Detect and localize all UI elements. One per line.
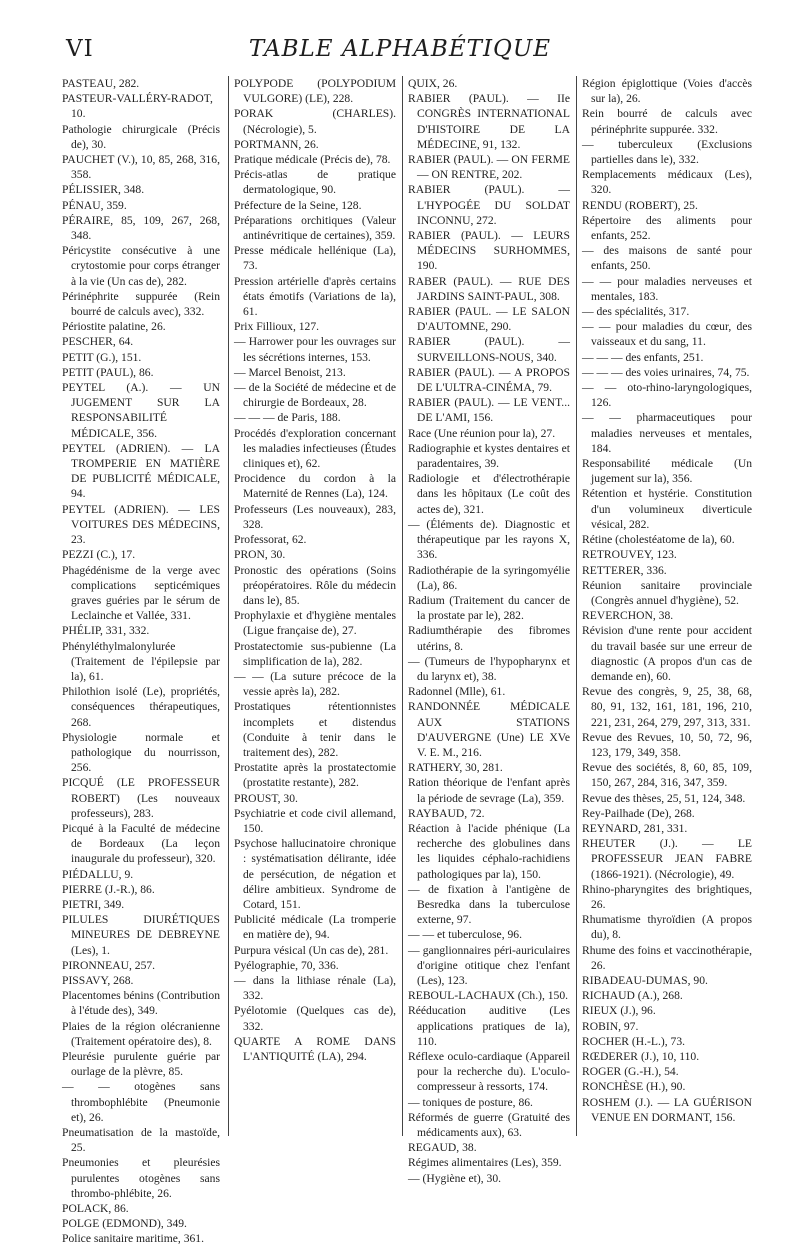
- index-entry: Prophylaxie et d'hygiène mentales (Ligue française de), 27.: [234, 609, 396, 638]
- index-entry: Périnéphrite suppurée (Rein bourré de calculs avec), 332.: [62, 289, 220, 319]
- index-column-2: [234, 76, 396, 1136]
- index-entry: Revue des thèses, 25, 51, 124, 348.: [582, 791, 746, 805]
- index-entry: Régimes alimentaires (Les), 359.: [408, 1156, 562, 1170]
- index-entry: Pneumonies et pleurésies purulentes otogènes sans thrombo-phlébite, 26.: [62, 1156, 220, 1200]
- index-entry: RABIER (PAUL). — LE VENT... DE L'AMI, 156.: [408, 396, 570, 425]
- index-entry: RŒDERER (J.), 10, 110.: [582, 1050, 700, 1063]
- index-entry: Pneumatisation de la mastoïde, 25.: [62, 1126, 220, 1155]
- index-entry: Pathologie chirurgicale (Précis de), 30.: [62, 122, 220, 151]
- index-entry: RABIER (PAUL). — A PROPOS DE L'ULTRA-CINÉMA, 79.: [408, 365, 570, 395]
- index-entry: Purpura vésical (Un cas de), 281.: [234, 943, 389, 957]
- index-entry: PILULES DIURÉTIQUES MINEURES DE DEBREYNE (Les), 1.: [62, 913, 220, 957]
- index-entry: RENDU (ROBERT), 25.: [582, 198, 698, 212]
- index-entry: PIÉDALLU, 9.: [62, 867, 134, 881]
- index-entry: Professeurs (Les nouveaux), 283, 328.: [234, 502, 396, 531]
- index-entry: Revue des congrès, 9, 25, 38, 68, 80, 91, 132, 161, 181, 196, 210, 221, 231, 264, 279, 297, 313, 331.: [582, 685, 752, 729]
- index-entry: PETIT (G.), 151.: [62, 350, 142, 364]
- index-entry: RIBADEAU-DUMAS, 90.: [582, 973, 708, 987]
- index-entry: REBOUL-LACHAUX (Ch.), 150.: [408, 989, 569, 1003]
- index-entry: PÉNAU, 359.: [62, 198, 127, 212]
- index-entry: PEYTEL (ADRIEN). — LES VOITURES DES MÉDECINS, 23.: [62, 502, 220, 547]
- index-entry: Race (Une réunion pour la), 27.: [408, 426, 556, 440]
- index-entry: RONCHÈSE (H.), 90.: [582, 1080, 686, 1094]
- index-entry: — de fixation à l'antigène de Besredka dans la tuberculose externe, 97.: [408, 882, 570, 927]
- index-entry: PORAK (CHARLES). (Nécrologie), 5.: [234, 107, 396, 136]
- index-entry: Physiologie normale et pathologique du nourrisson, 256.: [62, 730, 220, 775]
- index-entry: PROUST, 30.: [234, 791, 298, 805]
- index-entry: Radium (Traitement du cancer de la prostate par le), 282.: [408, 593, 570, 623]
- index-entry: Revue des sociétés, 8, 60, 85, 109, 150, 267, 284, 316, 347, 359.: [582, 761, 752, 790]
- index-entry: Réflexe oculo-cardiaque (Appareil pour la recherche du). L'oculo-compresseur à ressorts, 174.: [408, 1050, 570, 1094]
- index-entry: — — pharmaceutiques pour maladies nerveuses et mentales, 184.: [582, 411, 752, 455]
- index-entry: — — otogènes sans thrombophlébite (Pneumonie et), 26.: [62, 1080, 220, 1124]
- index-entry: Rhino-pharyngites des brightiques, 26.: [582, 882, 752, 911]
- index-entry: Placentomes bénins (Contribution à l'étude des), 349.: [62, 989, 220, 1018]
- index-entry: Responsabilité médicale (Un jugement sur la), 356.: [582, 457, 752, 486]
- index-entry: Revue des Revues, 10, 50, 72, 96, 123, 179, 349, 358.: [582, 730, 752, 759]
- index-columns: [62, 76, 752, 1246]
- index-entry: Picqué à la Faculté de médecine de Bordeaux (La leçon inaugurale du professeur), 320.: [62, 821, 220, 866]
- index-entry: Procédés d'exploration concernant les maladies infectieuses (Études cliniques et), 62.: [234, 426, 396, 471]
- index-entry: — (Hygiène et), 30.: [408, 1171, 502, 1185]
- index-entry: Radiographie et kystes dentaires et paradentaires, 39.: [408, 441, 570, 471]
- index-entry: Pyélographie, 70, 336.: [234, 958, 339, 972]
- index-entry: PEYTEL (A.). — UN JUGEMENT SUR LA RESPONSABILITÉ MÉDICALE, 356.: [62, 381, 220, 440]
- index-entry: — (Tumeurs de l'hypopharynx et du larynx et), 38.: [408, 654, 570, 683]
- index-entry: POLGE (EDMOND), 349.: [62, 1217, 187, 1231]
- index-entry: — tuberculeux (Exclusions partielles dans le), 332.: [582, 137, 752, 167]
- index-entry: Réunion sanitaire provinciale (Congrès annuel d'hygiène), 52.: [582, 578, 752, 607]
- index-entry: — — pour maladies nerveuses et mentales, 183.: [582, 274, 752, 303]
- index-entry: PEZZI (C.), 17.: [62, 548, 136, 562]
- index-entry: Prostatite après la prostatectomie (prostatite restante), 282.: [234, 761, 396, 790]
- column-divider: [402, 76, 403, 1136]
- index-entry: REVERCHON, 38.: [582, 609, 674, 623]
- index-column-1: [62, 76, 220, 1246]
- index-entry: Précis-atlas de pratique dermatologique, 90.: [234, 168, 396, 197]
- index-entry: RICHAUD (A.), 268.: [582, 989, 683, 1003]
- index-entry: PORTMANN, 26.: [234, 137, 319, 151]
- index-entry: Pression artérielle d'après certains états émotifs (Variations de la), 61.: [234, 274, 396, 319]
- index-entry: Radiologie et d'électrothérapie dans les hôpitaux (Le coût des actes de), 321.: [408, 472, 570, 516]
- index-entry: Prix Fillioux, 127.: [234, 320, 320, 334]
- index-entry: POLYPODE (POLYPODIUM VULGORE) (LE), 228.: [234, 77, 396, 106]
- index-entry: RABIER (PAUL). — ON FERME — ON RENTRE, 202.: [408, 153, 570, 182]
- index-entry: Périostite palatine, 26.: [62, 320, 166, 334]
- index-entry: — dans la lithiase rénale (La), 332.: [234, 973, 396, 1003]
- index-column-3: [408, 76, 570, 1185]
- index-entry: Préparations orchitiques (Valeur antinévritique de certaines), 359.: [234, 213, 396, 243]
- index-entry: — de la Société de médecine et de chirurgie de Bordeaux, 28.: [234, 381, 396, 410]
- index-entry: RATHERY, 30, 281.: [408, 761, 503, 775]
- index-entry: RABIER (PAUL). — IIe CONGRÈS INTERNATIONAL D'HISTOIRE DE LA MÉDECINE, 91, 132.: [408, 92, 570, 151]
- index-entry: Rey-Pailhade (De), 268.: [582, 806, 695, 820]
- index-entry: RIEUX (J.), 96.: [582, 1004, 656, 1018]
- index-entry: Pronostic des opérations (Soins préopératoires. Rôle du médecin dans le), 85.: [234, 563, 396, 607]
- index-entry: Psychiatrie et code civil allemand, 150.: [234, 806, 396, 835]
- index-entry: RABIER (PAUL). — L'HYPOGÉE DU SOLDAT INCONNU, 272.: [408, 183, 570, 227]
- index-entry: PESCHER, 64.: [62, 335, 134, 349]
- index-entry: — ganglionnaires péri-auriculaires d'origine otitique chez l'enfant (Les), 123.: [408, 943, 570, 987]
- index-entry: RETTERER, 336.: [582, 563, 667, 577]
- index-entry: — — — des voies urinaires, 74, 75.: [582, 365, 750, 379]
- index-entry: Pleurésie purulente guérie par ourlage de la plèvre, 85.: [62, 1050, 220, 1079]
- index-entry: Révision d'une rente pour accident du travail basée sur une erreur de diagnostic (A propos d'un cas de demande en), 60.: [582, 624, 752, 683]
- page-header: [0, 0, 800, 70]
- index-entry: Police sanitaire maritime, 361.: [62, 1232, 204, 1246]
- column-divider: [576, 76, 577, 1136]
- index-entry: PASTEAU, 282.: [62, 77, 140, 90]
- index-entry: Professorat, 62.: [234, 533, 307, 547]
- index-column-4: [582, 76, 752, 1136]
- index-entry: REGAUD, 38.: [408, 1141, 477, 1155]
- index-entry: RHEUTER (J.). — LE PROFESSEUR JEAN FABRE (1866-1921). (Nécrologie), 49.: [582, 837, 752, 881]
- index-entry: RETROUVEY, 123.: [582, 548, 677, 562]
- index-entry: Préfecture de la Seine, 128.: [234, 198, 362, 212]
- index-entry: — — pour maladies du cœur, des vaisseaux et du sang, 11.: [582, 320, 752, 349]
- index-entry: RABIER (PAUL). — SURVEILLONS-NOUS, 340.: [408, 335, 570, 364]
- index-entry: ROSHEM (J.). — LA GUÉRISON VENUE EN DORMANT, 156.: [582, 1095, 752, 1124]
- index-entry: Rétention et hystérie. Constitution d'un volumineux diverticule vésical, 282.: [582, 487, 752, 531]
- index-entry: Radiumthérapie des fibromes utérins, 8.: [408, 624, 570, 653]
- index-entry: — — — de Paris, 188.: [234, 411, 341, 425]
- index-entry: — Harrower pour les ouvrages sur les sécrétions internes, 153.: [234, 335, 396, 364]
- index-entry: Répertoire des aliments pour enfants, 252.: [582, 213, 752, 243]
- index-entry: RAYBAUD, 72.: [408, 806, 485, 820]
- index-entry: Psychose hallucinatoire chronique : systématisation délirante, idée de persécution, de négation et délire ambitieux. Syndrome de Cotard, 151.: [234, 837, 396, 911]
- index-entry: POLACK, 86.: [62, 1202, 129, 1216]
- index-entry: PIRONNEAU, 257.: [62, 958, 156, 972]
- index-entry: ROGER (G.-H.), 54.: [582, 1065, 679, 1079]
- index-entry: Philothion isolé (Le), propriétés, conséquences thérapeutiques, 268.: [62, 685, 220, 729]
- index-entry: Réformés de guerre (Gratuité des médicaments aux), 63.: [408, 1110, 570, 1140]
- index-entry: PÉRAIRE, 85, 109, 267, 268, 348.: [62, 213, 220, 243]
- index-entry: Rétine (cholestéatome de la), 60.: [582, 533, 735, 547]
- index-entry: PIERRE (J.-R.), 86.: [62, 882, 155, 896]
- index-entry: — Marcel Benoist, 213.: [234, 365, 346, 379]
- index-entry: RANDONNÉE MÉDICALE AUX STATIONS D'AUVERGNE (Une) LE XVe V. E. M., 216.: [408, 700, 570, 759]
- index-entry: Publicité médicale (La tromperie en matière de), 94.: [234, 913, 396, 942]
- index-entry: Procidence du cordon à la Maternité de Rennes (La), 124.: [234, 472, 396, 501]
- page-title: TABLE ALPHABÉTIQUE: [248, 36, 552, 62]
- index-entry: PICQUÉ (LE PROFESSEUR ROBERT) (Les nouveaux professeurs), 283.: [62, 776, 220, 820]
- index-entry: Prostatiques rétentionnistes incomplets et distendus (Conduite à tenir dans le traitement des), 282.: [234, 700, 396, 759]
- index-entry: Pratique médicale (Précis de), 78.: [234, 153, 391, 167]
- index-entry: QUIX, 26.: [408, 77, 458, 90]
- index-entry: Rein bourré de calculs avec périnéphrite suppurée. 332.: [582, 107, 752, 136]
- index-entry: Phagédénisme de la verge avec complications septicémiques graves guéries par le sérum de Leclainche et Vallée, 331.: [62, 563, 220, 623]
- index-entry: RABIER (PAUL. — LE SALON D'AUTOMNE, 290.: [408, 305, 570, 334]
- index-entry: RABER (PAUL). — RUE DES JARDINS SAINT-PAUL, 308.: [408, 274, 570, 303]
- index-entry: Radiothérapie de la syringomyélie (La), 86.: [408, 563, 570, 592]
- index-entry: PÉLISSIER, 348.: [62, 183, 145, 197]
- index-entry: — — (La suture précoce de la vessie après la), 282.: [234, 669, 396, 699]
- index-entry: PISSAVY, 268.: [62, 973, 134, 987]
- index-entry: RABIER (PAUL). — LEURS MÉDECINS SURHOMMES, 190.: [408, 229, 570, 273]
- index-entry: Presse médicale hellénique (La), 73.: [234, 244, 396, 273]
- index-entry: Rééducation auditive (Les applications pratiques de la), 110.: [408, 1004, 570, 1048]
- index-entry: Rhumatisme thyroïdien (A propos du), 8.: [582, 913, 752, 942]
- index-entry: — des maisons de santé pour enfants, 250.: [582, 244, 752, 273]
- index-entry: — (Éléments de). Diagnostic et thérapeutique par les rayons X, 336.: [408, 517, 570, 562]
- index-entry: Région épiglottique (Voies d'accès sur la), 26.: [582, 77, 752, 106]
- index-entry: Plaies de la région olécranienne (Traitement opératoire des), 8.: [62, 1019, 220, 1048]
- index-entry: Radonnel (Mlle), 61.: [408, 685, 506, 699]
- column-divider: [228, 76, 229, 1136]
- index-entry: QUARTE A ROME DANS L'ANTIQUITÉ (LA), 294.: [234, 1034, 396, 1063]
- index-entry: PEYTEL (ADRIEN). — LA TROMPERIE EN MATIÈRE DE PUBLICITÉ MÉDICALE, 94.: [62, 441, 220, 501]
- index-entry: Ration théorique de l'enfant après la période de sevrage (La), 359.: [408, 776, 570, 805]
- index-entry: Péricystite consécutive à une crytostomie pour corps étranger à la vie (Un cas de), 282.: [62, 244, 220, 288]
- index-entry: — — — des enfants, 251.: [582, 350, 704, 364]
- index-entry: PIETRI, 349.: [62, 897, 125, 911]
- index-entry: Rhume des foins et vaccinothérapie, 26.: [582, 943, 752, 972]
- index-entry: PHÉLIP, 331, 332.: [62, 624, 150, 638]
- index-entry: PASTEUR-VALLÉRY-RADOT, 10.: [62, 92, 213, 121]
- index-entry: Pyélotomie (Quelques cas de), 332.: [234, 1004, 396, 1033]
- index-entry: Réaction à l'acide phénique (La recherche des globulines dans les liquides céphalo-rachidiens pathologiques par la), 150.: [408, 821, 570, 881]
- index-entry: ROCHER (H.-L.), 73.: [582, 1034, 686, 1048]
- index-entry: Remplacements médicaux (Les), 320.: [582, 168, 752, 197]
- index-entry: Phényléthylmalonylurée (Traitement de l'épilepsie par la), 61.: [62, 639, 220, 683]
- index-entry: PETIT (PAUL), 86.: [62, 365, 154, 379]
- page-number: VI: [66, 36, 94, 62]
- index-entry: PAUCHET (V.), 10, 85, 268, 316, 358.: [62, 153, 220, 182]
- index-entry: REYNARD, 281, 331.: [582, 821, 688, 835]
- index-entry: — toniques de posture, 86.: [408, 1095, 533, 1109]
- index-entry: — — oto-rhino-laryngologiques, 126.: [582, 381, 752, 410]
- index-entry: PRON, 30.: [234, 548, 286, 562]
- index-entry: ROBIN, 97.: [582, 1019, 639, 1033]
- index-entry: — des spécialités, 317.: [582, 305, 690, 319]
- index-entry: — — et tuberculose, 96.: [408, 928, 522, 942]
- index-entry: Prostatectomie sus-pubienne (La simplification de la), 282.: [234, 639, 396, 668]
